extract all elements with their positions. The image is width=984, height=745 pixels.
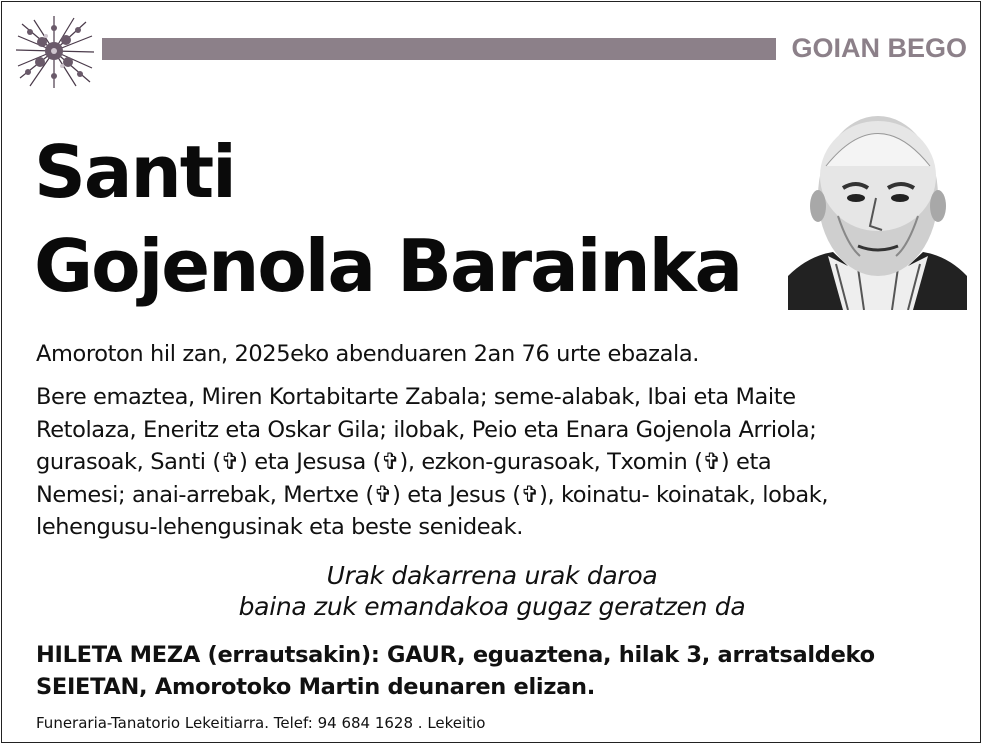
death-notice: Amoroton hil zan, 2025eko abenduaren 2an 76 urte ebazala.	[36, 341, 699, 367]
surnames: Gojenola Barainka	[34, 224, 742, 308]
family-line: Nemesi; anai-arrebak, Mertxe (✞) eta Jesus (✞), koinatu- koinatak, lobak,	[36, 481, 829, 508]
quote-line: Urak dakarrena urak daroa	[326, 561, 658, 590]
funeral-line: HILETA MEZA (errautsakin): GAUR, eguaztena, hilak 3, arratsaldeko	[36, 642, 875, 668]
family-line: Retolaza, Eneritz eta Oskar Gila; ilobak, Peio eta Enara Gojenola Arriola;	[36, 416, 817, 443]
family-line: lehengusu-lehengusinak eta beste senideak.	[36, 514, 523, 540]
funeral-home-footer: Funeraria-Tanatorio Lekeitiarra. Telef: 94 684 1628 . Lekeitio	[36, 714, 486, 732]
section-label: GOIAN BEGO	[791, 33, 967, 63]
family-list	[36, 381, 936, 544]
quote-line: baina zuk emandakoa gugaz geratzen da	[238, 592, 746, 621]
header-bar	[102, 38, 776, 60]
family-line: Bere emaztea, Miren Kortabitarte Zabala; seme-alabak, Ibai eta Maite	[36, 384, 796, 410]
funeral-line: SEIETAN, Amorotoko Martin deunaren elizan.	[36, 674, 595, 700]
first-name: Santi	[34, 130, 235, 214]
flower-ornament-icon	[12, 12, 96, 90]
portrait-photo	[788, 106, 967, 310]
family-line: gurasoak, Santi (✞) eta Jesusa (✞), ezkon-gurasoak, Txomin (✞) eta	[36, 449, 772, 475]
funeral-details	[36, 639, 966, 703]
